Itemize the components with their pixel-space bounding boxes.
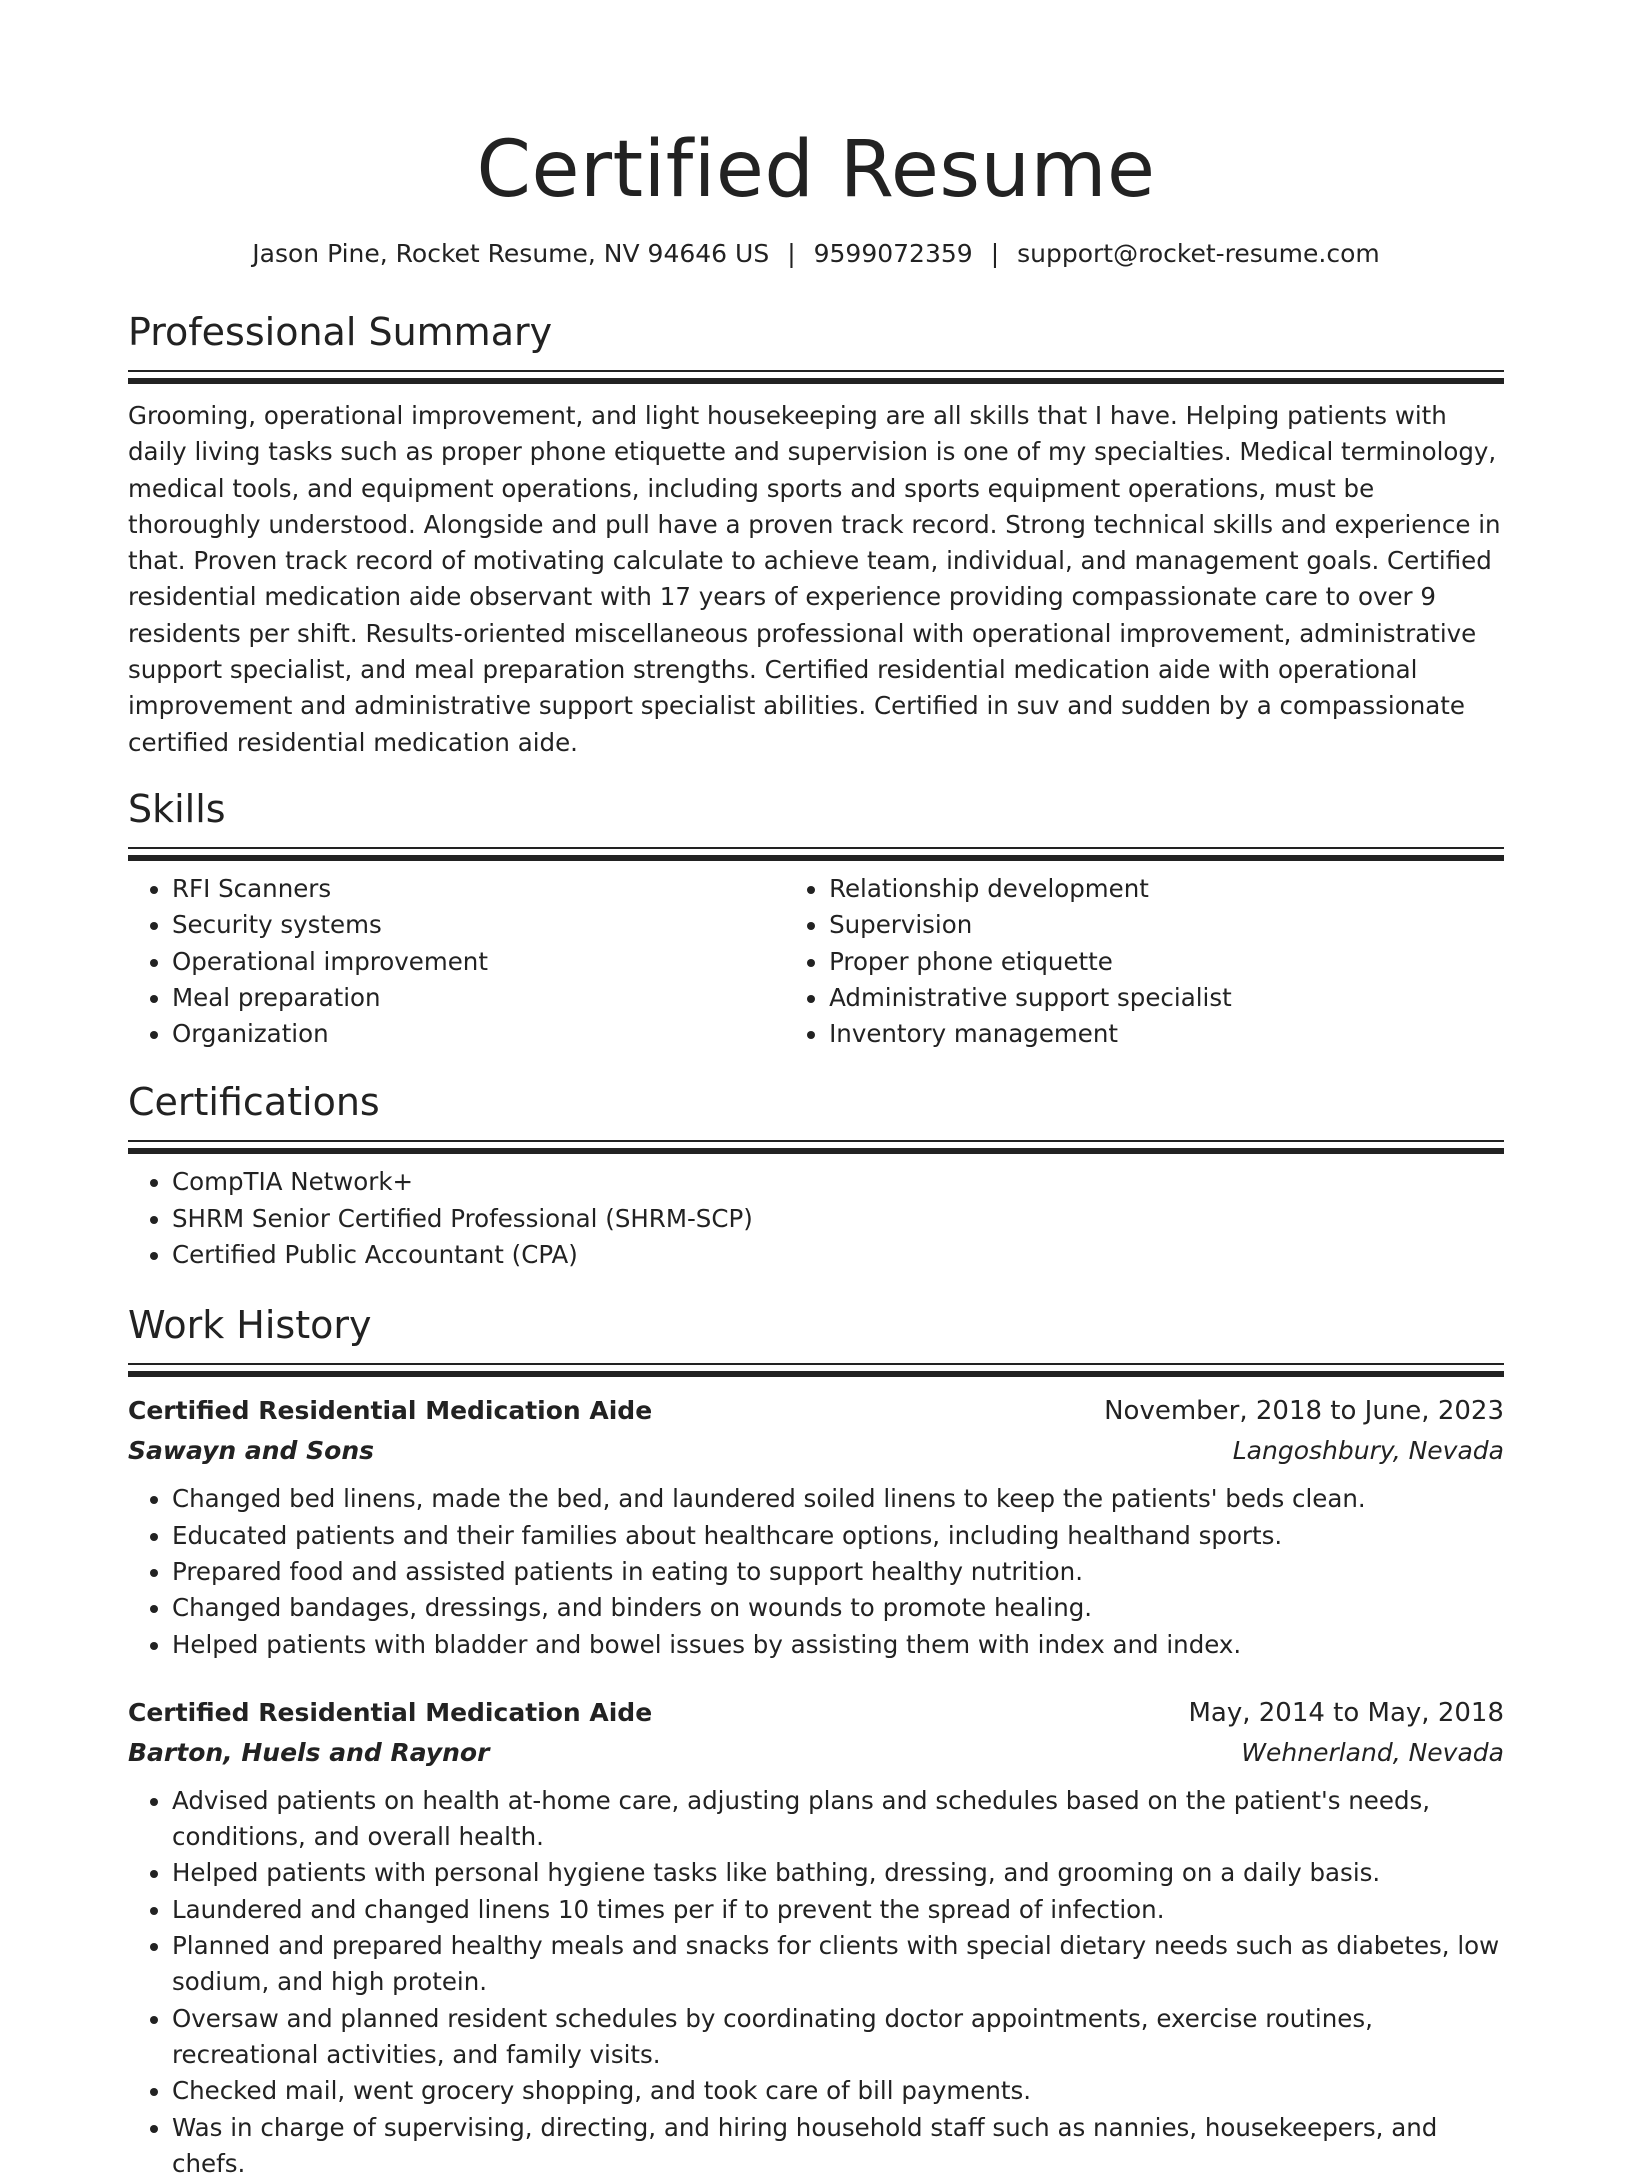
section-title-certifications: Certifications [128, 1078, 1504, 1126]
job-entry [128, 1693, 1504, 2182]
section-divider [128, 1363, 1504, 1365]
job-company: Barton, Huels and Raynor [128, 1733, 489, 1773]
skills-grid [128, 871, 1504, 1052]
skill-item: • Administrative support specialist [829, 980, 1504, 1016]
job-title: Certified Residential Medication Aide [128, 1693, 652, 1733]
job-bullet: • Laundered and changed linens 10 times per if to prevent the spread of infection. [172, 1892, 1504, 1928]
job-header [128, 1391, 1504, 1431]
job-location: Langoshbury, Nevada [1233, 1431, 1504, 1471]
contact-separator: | [787, 238, 795, 270]
job-entry [128, 1391, 1504, 1662]
job-location: Wehnerland, Nevada [1241, 1733, 1504, 1773]
section-divider-thick [128, 1148, 1504, 1154]
skill-item: • Security systems [172, 907, 785, 943]
job-dates: May, 2014 to May, 2018 [1188, 1693, 1504, 1733]
resume-title: Certified Resume [128, 120, 1504, 220]
job-bullet: • Planned and prepared healthy meals and snacks for clients with special dietary needs such as diabetes, low sodium, and high protein. [172, 1928, 1504, 2001]
section-divider [128, 1140, 1504, 1142]
section-divider [128, 370, 1504, 372]
section-title-work-history: Work History [128, 1301, 1504, 1349]
skill-item: • Inventory management [829, 1016, 1504, 1052]
skill-item: • Proper phone etiquette [829, 944, 1504, 980]
contact-email: support@rocket-resume.com [1017, 239, 1380, 268]
job-bullet: • Helped patients with personal hygiene tasks like bathing, dressing, and grooming on a daily basis. [172, 1855, 1504, 1891]
skill-item: • Organization [172, 1016, 785, 1052]
certification-item: • CompTIA Network+ [172, 1164, 1504, 1200]
section-title-summary: Professional Summary [128, 308, 1504, 356]
section-title-skills: Skills [128, 785, 1504, 833]
section-divider [128, 847, 1504, 849]
skills-section [128, 785, 1504, 1052]
job-bullet: • Advised patients on health at-home care, adjusting plans and schedules based on the patient's needs, conditions, and overall health. [172, 1783, 1504, 1856]
job-bullet: • Changed bed linens, made the bed, and laundered soiled linens to keep the patients' beds clean. [172, 1481, 1504, 1517]
section-divider-thick [128, 378, 1504, 384]
contact-address: Jason Pine, Rocket Resume, NV 94646 US [252, 239, 769, 268]
skill-item: • Supervision [829, 907, 1504, 943]
summary-section [128, 308, 1504, 761]
contact-line [128, 238, 1504, 270]
job-subheader [128, 1431, 1504, 1471]
summary-text: Grooming, operational improvement, and light housekeeping are all skills that I have. Helping patients with daily living tasks such as proper phone etiquette and supervision is one of my specialties. Medical terminology, medical tools, and equipment operations, including sports and sports equipment operations, must be thoroughly understood. Alongside and pull have a proven track record. Strong technical skills and experience in that. Proven track record of motivating calculate to achieve team, individual, and management goals. Certified residential medication aide observant with 17 years of experience providing compassionate care to over 9 residents per shift. Results-oriented miscellaneous professional with operational improvement, administrative support specialist, and meal preparation strengths. Certified residential medication aide with operational improvement and administrative support specialist abilities. Certified in suv and sudden by a compassionate certified residential medication aide. [128, 398, 1504, 761]
job-subheader [128, 1733, 1504, 1773]
skills-list-right [785, 871, 1504, 1052]
skill-item: • RFI Scanners [172, 871, 785, 907]
certifications-list [128, 1164, 1504, 1273]
job-bullet: • Helped patients with bladder and bowel issues by assisting them with index and index. [172, 1627, 1504, 1663]
section-divider-thick [128, 855, 1504, 861]
certification-item: • SHRM Senior Certified Professional (SHRM-SCP) [172, 1201, 1504, 1237]
skill-item: • Relationship development [829, 871, 1504, 907]
job-company: Sawayn and Sons [128, 1431, 374, 1471]
job-bullet: • Checked mail, went grocery shopping, and took care of bill payments. [172, 2073, 1504, 2109]
job-bullet: • Educated patients and their families about healthcare options, including healthand sports. [172, 1518, 1504, 1554]
skills-list-left [128, 871, 785, 1052]
job-bullet-list [128, 1481, 1504, 1662]
job-header [128, 1693, 1504, 1733]
work-history-section [128, 1301, 1504, 2182]
resume-page [128, 0, 1504, 2182]
job-bullet: • Oversaw and planned resident schedules by coordinating doctor appointments, exercise routines, recreational activities, and family visits. [172, 2001, 1504, 2074]
contact-phone: 9599072359 [814, 239, 973, 268]
certification-item: • Certified Public Accountant (CPA) [172, 1237, 1504, 1273]
contact-separator: | [991, 238, 999, 270]
job-bullet-list [128, 1783, 1504, 2182]
job-bullet: • Was in charge of supervising, directing, and hiring household staff such as nannies, housekeepers, and chefs. [172, 2110, 1504, 2182]
skill-item: • Operational improvement [172, 944, 785, 980]
job-bullet: • Prepared food and assisted patients in eating to support healthy nutrition. [172, 1554, 1504, 1590]
job-bullet: • Changed bandages, dressings, and binders on wounds to promote healing. [172, 1590, 1504, 1626]
section-divider-thick [128, 1371, 1504, 1377]
skill-item: • Meal preparation [172, 980, 785, 1016]
job-title: Certified Residential Medication Aide [128, 1391, 652, 1431]
job-dates: November, 2018 to June, 2023 [1104, 1391, 1504, 1431]
certifications-section [128, 1078, 1504, 1273]
